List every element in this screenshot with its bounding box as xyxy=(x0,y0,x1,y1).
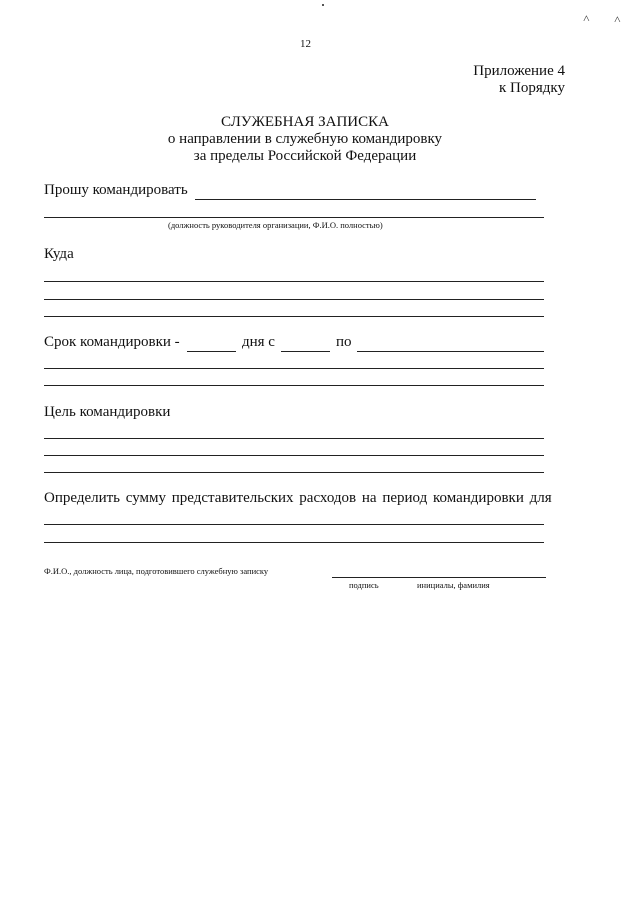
purpose-field-line-2[interactable] xyxy=(44,455,544,456)
term-field-line-2[interactable] xyxy=(44,368,544,369)
request-label: Прошу командировать xyxy=(44,182,188,198)
term-to-label: по xyxy=(336,334,352,350)
request-field-line-2[interactable] xyxy=(44,217,544,218)
purpose-field-line-3[interactable] xyxy=(44,472,544,473)
term-label: Срок командировки - xyxy=(44,334,180,350)
initials-caption: инициалы, фамилия xyxy=(417,580,490,590)
term-start-field-line[interactable] xyxy=(281,351,330,352)
request-caption: (должность руководителя организации, Ф.И.О. полностью) xyxy=(168,220,383,230)
where-field-line-1[interactable] xyxy=(44,281,544,282)
corner-mark-right: ˄ xyxy=(614,12,621,26)
appendix-line-1: Приложение 4 xyxy=(473,63,565,79)
corner-mark-left: ˄ xyxy=(583,11,590,25)
title-heading: СЛУЖЕБНАЯ ЗАПИСКА xyxy=(221,114,389,130)
term-days-label: дня с xyxy=(242,334,275,350)
purpose-label: Цель командировки xyxy=(44,404,171,420)
where-field-line-3[interactable] xyxy=(44,316,544,317)
page-number: 12 xyxy=(300,38,311,50)
title-subtitle-2: за пределы Российской Федерации xyxy=(193,148,417,164)
scan-dot xyxy=(322,4,324,6)
purpose-field-line-1[interactable] xyxy=(44,438,544,439)
where-field-line-2[interactable] xyxy=(44,299,544,300)
preparer-label: Ф.И.О., должность лица, подготовившего служебную записку xyxy=(44,566,269,576)
appendix-line-2: к Порядку xyxy=(499,80,565,96)
term-days-field-line[interactable] xyxy=(187,351,236,352)
appendix-reference xyxy=(473,63,565,97)
where-label: Куда xyxy=(44,246,74,262)
expenses-field-line-2[interactable] xyxy=(44,542,544,543)
term-end-field-line[interactable] xyxy=(357,351,544,352)
signature-caption: подпись xyxy=(349,580,379,590)
term-field-line-3[interactable] xyxy=(44,385,544,386)
preparer-field-line[interactable] xyxy=(332,577,546,578)
document-title xyxy=(0,114,610,165)
expenses-label: Определить сумму представительских расходов на период командировки для xyxy=(44,490,552,506)
request-field-line[interactable] xyxy=(195,199,536,200)
expenses-field-line-1[interactable] xyxy=(44,524,544,525)
title-subtitle-1: о направлении в служебную командировку xyxy=(167,131,443,147)
